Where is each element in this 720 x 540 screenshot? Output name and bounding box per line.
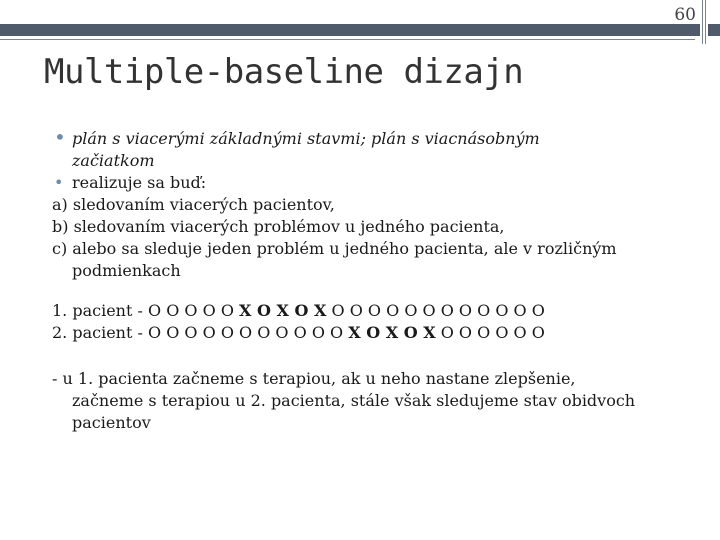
- bullet-icon: •: [54, 125, 66, 149]
- list-item-b: b) sledovaním viacerých problémov u jedného pacienta,: [52, 217, 505, 236]
- header-corner-block: [708, 24, 720, 36]
- decor-line: [705, 0, 706, 44]
- header-bar: [0, 24, 700, 36]
- sequence-baseline: O O O O O: [148, 301, 240, 320]
- sequence-baseline: O O O O O O: [435, 323, 545, 342]
- note-text: - u 1. pacienta začneme s terapiou, ak u neho nastane zlepšenie,: [52, 369, 576, 388]
- sequence-intervention: X O X O X: [239, 301, 327, 320]
- decor-line: [702, 0, 703, 44]
- bullet-item: [52, 172, 692, 194]
- note-text-continued: začneme s terapiou u 2. pacienta, stále však sledujeme stav obidvoch: [72, 391, 636, 410]
- bullet-item: [52, 125, 692, 172]
- list-item-a: a) sledovaním viacerých pacientov,: [52, 195, 335, 214]
- note-text-continued: pacientov: [72, 413, 151, 432]
- slide-title: Multiple-baseline dizajn: [44, 52, 524, 92]
- page-number: 60: [674, 5, 696, 25]
- sequence-intervention: X O X O X: [348, 323, 436, 342]
- bullet-text-continued: začiatkom: [72, 151, 155, 170]
- sequence-baseline: O O O O O O O O O O O: [148, 323, 349, 342]
- sequence-label: 2. pacient -: [52, 323, 148, 342]
- sequence-row-1: [52, 300, 692, 322]
- list-item-c-continued: podmienkach: [72, 261, 181, 280]
- slide-content: [52, 125, 692, 434]
- bullet-text: plán s viacerými základnými stavmi; plán s viacnásobným: [72, 129, 540, 148]
- bullet-text: realizuje sa buď:: [72, 173, 207, 192]
- list-item-c: c) alebo sa sleduje jeden problém u jedného pacienta, ale v rozličným: [52, 239, 617, 258]
- bullet-icon: •: [54, 173, 64, 192]
- sequence-baseline: O O O O O O O O O O O O: [326, 301, 545, 320]
- sequence-label: 1. pacient -: [52, 301, 148, 320]
- header-rule: [0, 39, 695, 40]
- sequence-row-2: [52, 322, 692, 344]
